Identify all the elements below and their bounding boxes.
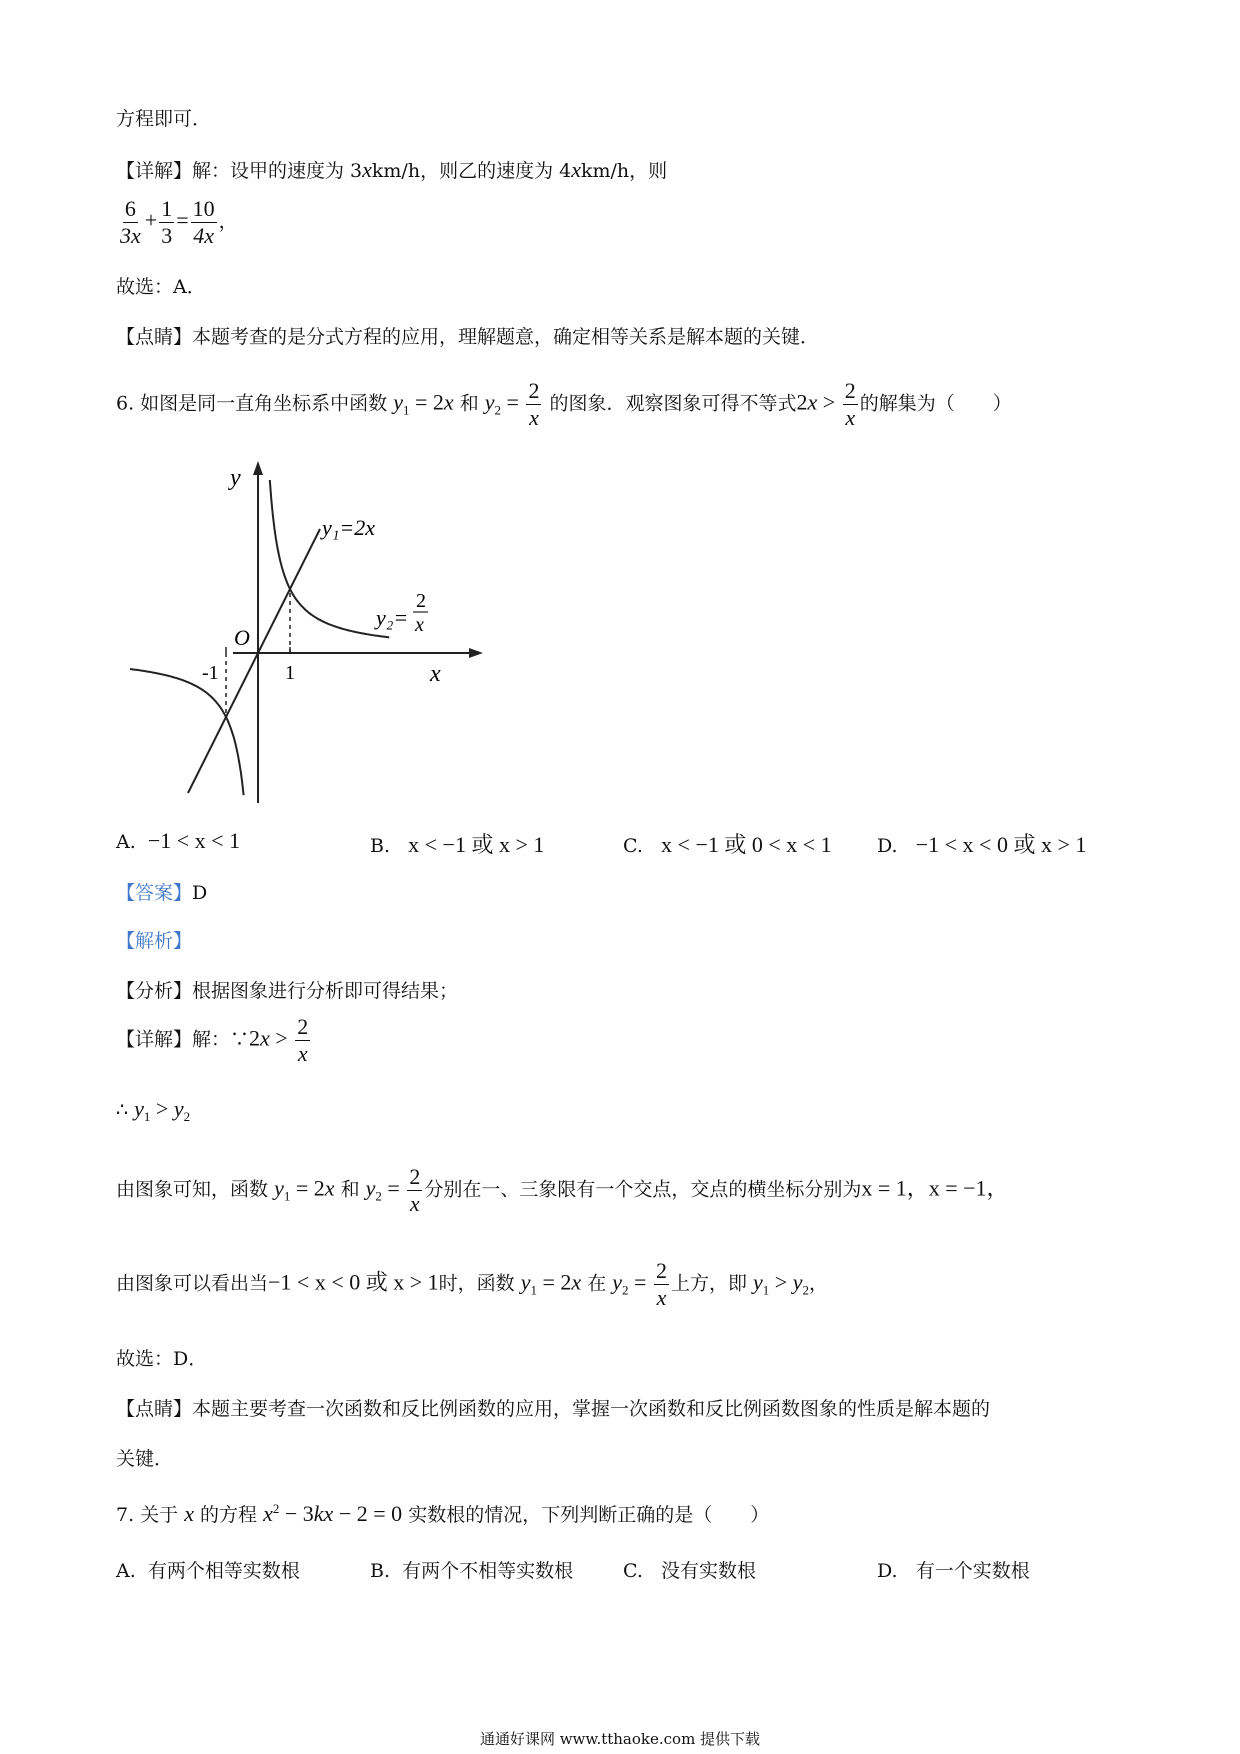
x-axis-label: x — [430, 661, 441, 687]
q7-option-b[interactable]: B. 有两个不相等实数根 — [370, 1560, 574, 1582]
text-span: −1 < x < 0 或 x > 1 — [268, 1269, 439, 1295]
q7-option-d[interactable]: D. 有一个实数根 — [877, 1560, 1030, 1582]
q7-option-a-text: 有两个相等实数根 — [147, 1560, 300, 1582]
x-axis-arrow — [469, 648, 483, 658]
option-a[interactable]: A. −1 < x < 1 — [116, 828, 241, 853]
line-label: y₁=2x — [322, 515, 376, 540]
text-span: 上方，即 — [670, 1272, 747, 1295]
text-span: 的图象．观察图象可得不等式 — [549, 392, 797, 415]
text-line: 关键． — [116, 1448, 174, 1470]
text-span: 分别在一、三象限有一个交点，交点的横坐标分别为 — [424, 1178, 862, 1201]
text-line: 【详解】解：∵2x > $\frac{2}{x}$ — [116, 1014, 309, 1066]
text-span: 7. 关于 — [116, 1504, 179, 1526]
text-span: 时，函数 — [438, 1272, 515, 1295]
text-line: 【分析】根据图象进行分析即可得结果； — [116, 980, 459, 1002]
footer: 通通好课网 www.tthaoke.com 提供下载 — [479, 1730, 761, 1748]
text-line: 【点睛】本题主要考查一次函数和反比例函数的应用，掌握一次函数和反比例函数图象的性质是解本题的 — [116, 1398, 991, 1420]
text-line: 由图象可知，函数 $y_1 = 2x$ 和 $y_2$ = $\frac{2}{x}$ 分别在一、三象限有一个交点，交点的横坐标分别为x = 1，x = −1， — [116, 1164, 1009, 1216]
math-var: x — [571, 157, 581, 182]
q7-option-b-text: 有两个不相等实数根 — [402, 1560, 574, 1582]
line-y1 — [188, 529, 320, 793]
fraction: $\frac{6}{3x}$ — [120, 196, 141, 248]
fraction: $\frac{1}{3}$ — [161, 196, 173, 248]
text-span: 的解集为（ ） — [859, 392, 1012, 415]
curve-label: y₂= — [376, 605, 409, 630]
text-span: km/h，则乙的速度为 4 — [371, 160, 572, 182]
answer-tag: 【答案】 — [116, 882, 193, 904]
text-line: 方程即可． — [116, 108, 212, 130]
text-span: ∴ — [116, 1099, 129, 1121]
text-span: 实数根的情况，下列判断正确的是（ ） — [408, 1504, 770, 1526]
option-c-text: x < −1 或 0 < x < 1 — [661, 832, 832, 857]
text-span: 由图象可知，函数 — [116, 1178, 269, 1201]
text-line: 故选：D． — [116, 1348, 208, 1370]
text-line: 【点睛】本题考查的是分式方程的应用，理解题意，确定相等关系是解本题的关键． — [116, 326, 820, 348]
q7-option-c-text: 没有实数根 — [661, 1560, 757, 1582]
answer-line — [116, 878, 207, 905]
q7-option-c[interactable]: C. 没有实数根 — [623, 1560, 757, 1582]
option-c[interactable]: C. x < −1 或 0 < x < 1 — [623, 832, 832, 857]
equation: $\frac{6}{3x}$ + $\frac{1}{3}$ = $\frac{10}{4x}$ ， — [120, 196, 238, 248]
text-span: 的方程 — [200, 1504, 258, 1526]
text-span: ， — [808, 1272, 828, 1295]
text-line: 故选：A． — [116, 276, 206, 298]
function-graph — [108, 448, 488, 808]
option-a-text: −1 < x < 1 — [147, 828, 241, 853]
text-span: x = 1，x = −1， — [861, 1175, 1009, 1201]
option-d[interactable]: D. −1 < x < 0 或 x > 1 — [877, 832, 1087, 857]
y-axis-arrow — [253, 461, 263, 475]
math-var: x — [362, 157, 372, 182]
fraction: $\frac{10}{4x}$ — [192, 196, 215, 248]
text-line: ∴ $y_1 > y_2$ — [116, 1096, 191, 1124]
analysis-tag: 【解析】 — [116, 930, 193, 952]
text-line — [116, 156, 667, 183]
text-span: 由图象可以看出当 — [116, 1272, 269, 1295]
curve-label-den: x — [415, 614, 424, 636]
hyperbola-branch-q1 — [270, 480, 389, 637]
origin-label: O — [234, 625, 250, 650]
text-span: 【详解】解：设甲的速度为 3 — [116, 160, 363, 182]
text-span: 【详解】解：∵ — [116, 1028, 250, 1051]
question-7: 7. 关于 x 的方程 $x^2 - 3kx - 2 = 0$ 实数根的情况，下列判断正确的是（ ） — [116, 1501, 770, 1526]
tick-label-neg1: -1 — [202, 662, 219, 684]
text-span: km/h，则 — [580, 160, 668, 182]
q7-option-a[interactable]: A. 有两个相等实数根 — [116, 1560, 300, 1582]
question-6: 6. 如图是同一直角坐标系中函数 $y_1 = 2x$ 和 $y_2$ = $\frac{2}{x}$ 的图象．观察图象可得不等式2x > $\frac{2}{x}$ 的解集为（ ） — [116, 378, 1012, 430]
text-span: 在 — [587, 1272, 607, 1295]
option-b-text: x < −1 或 x > 1 — [408, 832, 545, 857]
option-d-text: −1 < x < 0 或 x > 1 — [915, 832, 1087, 857]
text-span: 6. 如图是同一直角坐标系中函数 — [116, 392, 388, 415]
curve-label-num: 2 — [416, 590, 426, 612]
text-line: 由图象可以看出当−1 < x < 0 或 x > 1时，函数 $y_1 = 2x$ 在 $y_2$ = $\frac{2}{x}$ 上方，即 $y_1 > y_2$， — [116, 1258, 828, 1310]
y-axis-label: y — [230, 465, 241, 491]
tick-label-1: 1 — [285, 662, 295, 684]
text-span: 和 — [340, 1178, 360, 1201]
option-b[interactable]: B. x < −1 或 x > 1 — [370, 832, 545, 857]
answer-value: D — [192, 882, 208, 904]
graph-content — [130, 461, 483, 803]
q7-option-d-text: 有一个实数根 — [915, 1560, 1030, 1582]
